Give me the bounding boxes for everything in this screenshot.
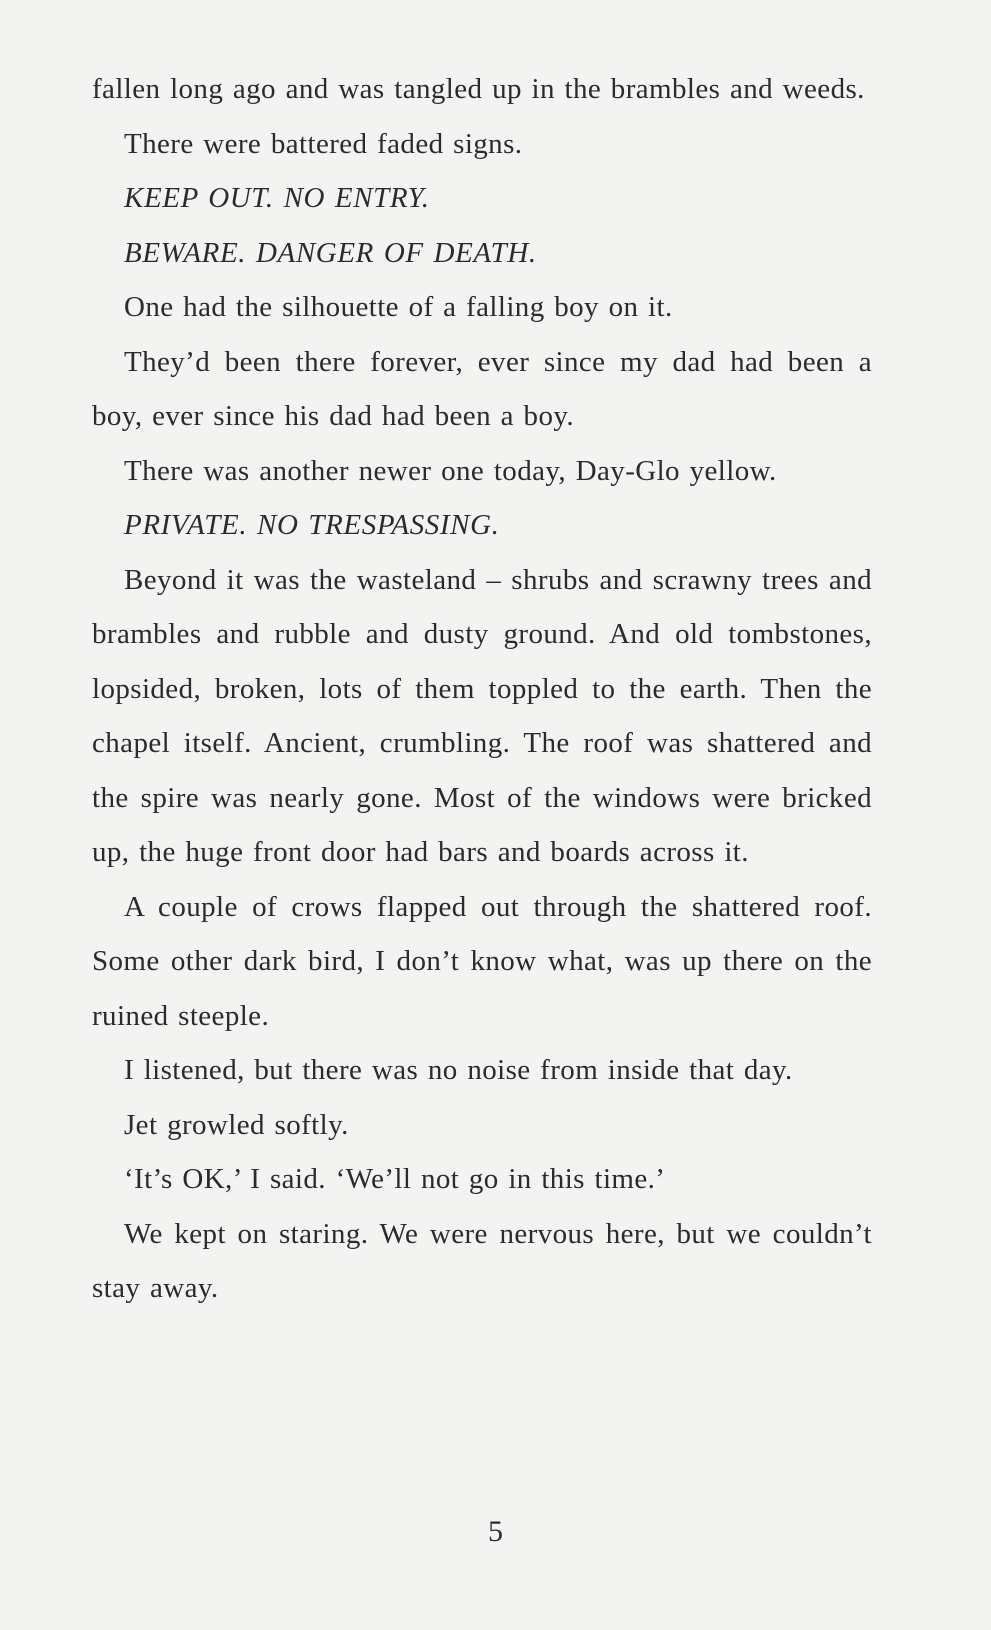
paragraph: There was another newer one today, Day-Glo yellow.: [124, 454, 777, 487]
paragraph: I listened, but there was no noise from inside that day.: [124, 1054, 793, 1086]
page-number: 5: [488, 1515, 503, 1548]
sign-text: PRIVATE. NO TRESPASSING.: [124, 509, 500, 541]
sign-text: BEWARE. DANGER OF DEATH.: [124, 236, 537, 269]
paragraph: Jet growled softly.: [124, 1108, 349, 1141]
paragraph: Beyond it was the wasteland – shrubs and scrawny trees and brambles and rubble and dusty ground. And old tombstones, lopsided, broken, lots of them toppled to the earth. Then the chapel itself. Ancient, crumbling. The roof was shattered and the spire was nearly gone. Most of the windows were bricked up, the huge front door had bars and boards across it.: [92, 563, 872, 868]
paragraph: They’d been there forever, ever since my dad had been a boy, ever since his dad had been a boy.: [92, 345, 872, 432]
paragraph: fallen long ago and was tangled up in the brambles and weeds.: [92, 73, 865, 105]
paragraph: A couple of crows flapped out through the shattered roof. Some other dark bird, I don’t know what, was up there on the ruined steeple.: [92, 890, 872, 1032]
sign-text: KEEP OUT. NO ENTRY.: [124, 182, 430, 214]
paragraph: One had the silhouette of a falling boy on it.: [124, 291, 673, 323]
paragraph: We kept on staring. We were nervous here, but we couldn’t stay away.: [92, 1217, 872, 1304]
body-text: [92, 62, 872, 1316]
paragraph: ‘It’s OK,’ I said. ‘We’ll not go in this time.’: [124, 1163, 666, 1195]
paragraph: There were battered faded signs.: [124, 127, 523, 160]
